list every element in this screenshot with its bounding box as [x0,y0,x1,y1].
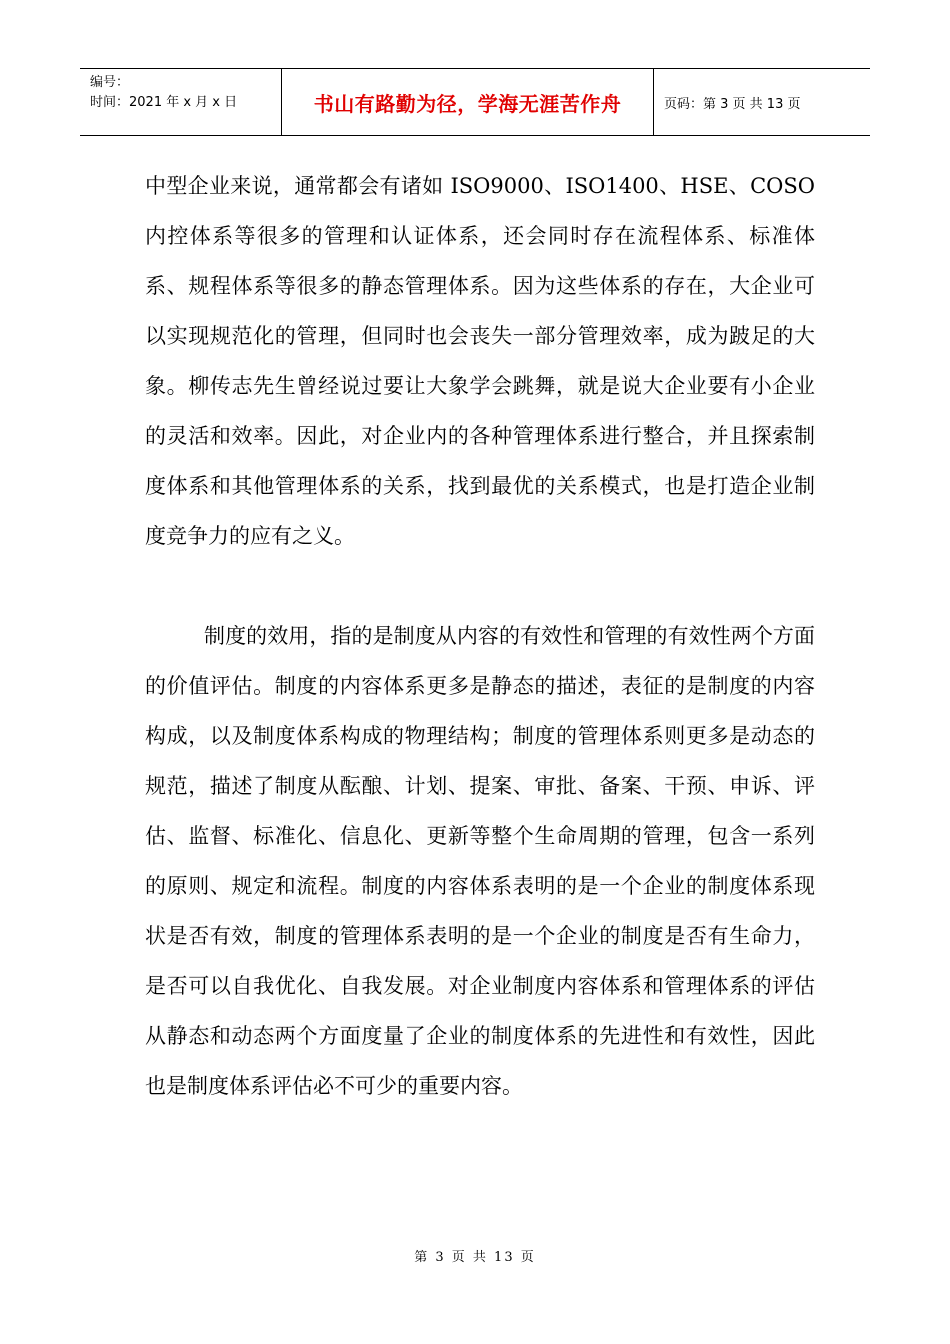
page-footer: 第 3 页 共 13 页 [414,1250,536,1265]
body-paragraph-1: 中型企业来说，通常都会有诸如 ISO9000、ISO1400、HSE、COSO 内控体系等很多的管理和认证体系，还会同时存在流程体系、标准体系、规程体系等很多的静态管理体系。因为这些体系的存在，大企业可以实现规范化的管理，但同时也会丧失一部分管理效率，成为跛足的大象。柳传志先生曾经说过要让大象学会跳舞，就是说大企业要有小企业的灵活和效率。因此，对企业内的各种管理体系进行整合，并且探索制度体系和其他管理体系的关系，找到最优的关系模式，也是打造企业制度竞争力的应有之义。 [145,174,815,548]
document-code-label: 编号： [90,75,130,90]
header-meta-cell [80,69,282,135]
document-body [145,161,815,1111]
document-header [80,68,870,136]
paragraph-spacer [145,561,815,611]
header-motto: 书山有路勤为径，学海无涯苦作舟 [282,69,654,135]
document-time-label: 时间：2021 年 x 月 x 日 [90,95,238,110]
body-paragraph-2: 制度的效用，指的是制度从内容的有效性和管理的有效性两个方面的价值评估。制度的内容体系更多是静态的描述，表征的是制度的内容构成，以及制度体系构成的物理结构；制度的管理体系则更多是动态的规范，描述了制度从酝酿、计划、提案、审批、备案、干预、申诉、评估、监督、标准化、信息化、更新等整个生命周期的管理，包含一系列的原则、规定和流程。制度的内容体系表明的是一个企业的制度体系现状是否有效，制度的管理体系表明的是一个企业的制度是否有生命力，是否可以自我优化、自我发展。对企业制度内容体系和管理体系的评估从静态和动态两个方面度量了企业的制度体系的先进性和有效性，因此也是制度体系评估必不可少的重要内容。 [145,624,815,1098]
header-page-info: 页码：第 3 页 共 13 页 [664,96,801,112]
